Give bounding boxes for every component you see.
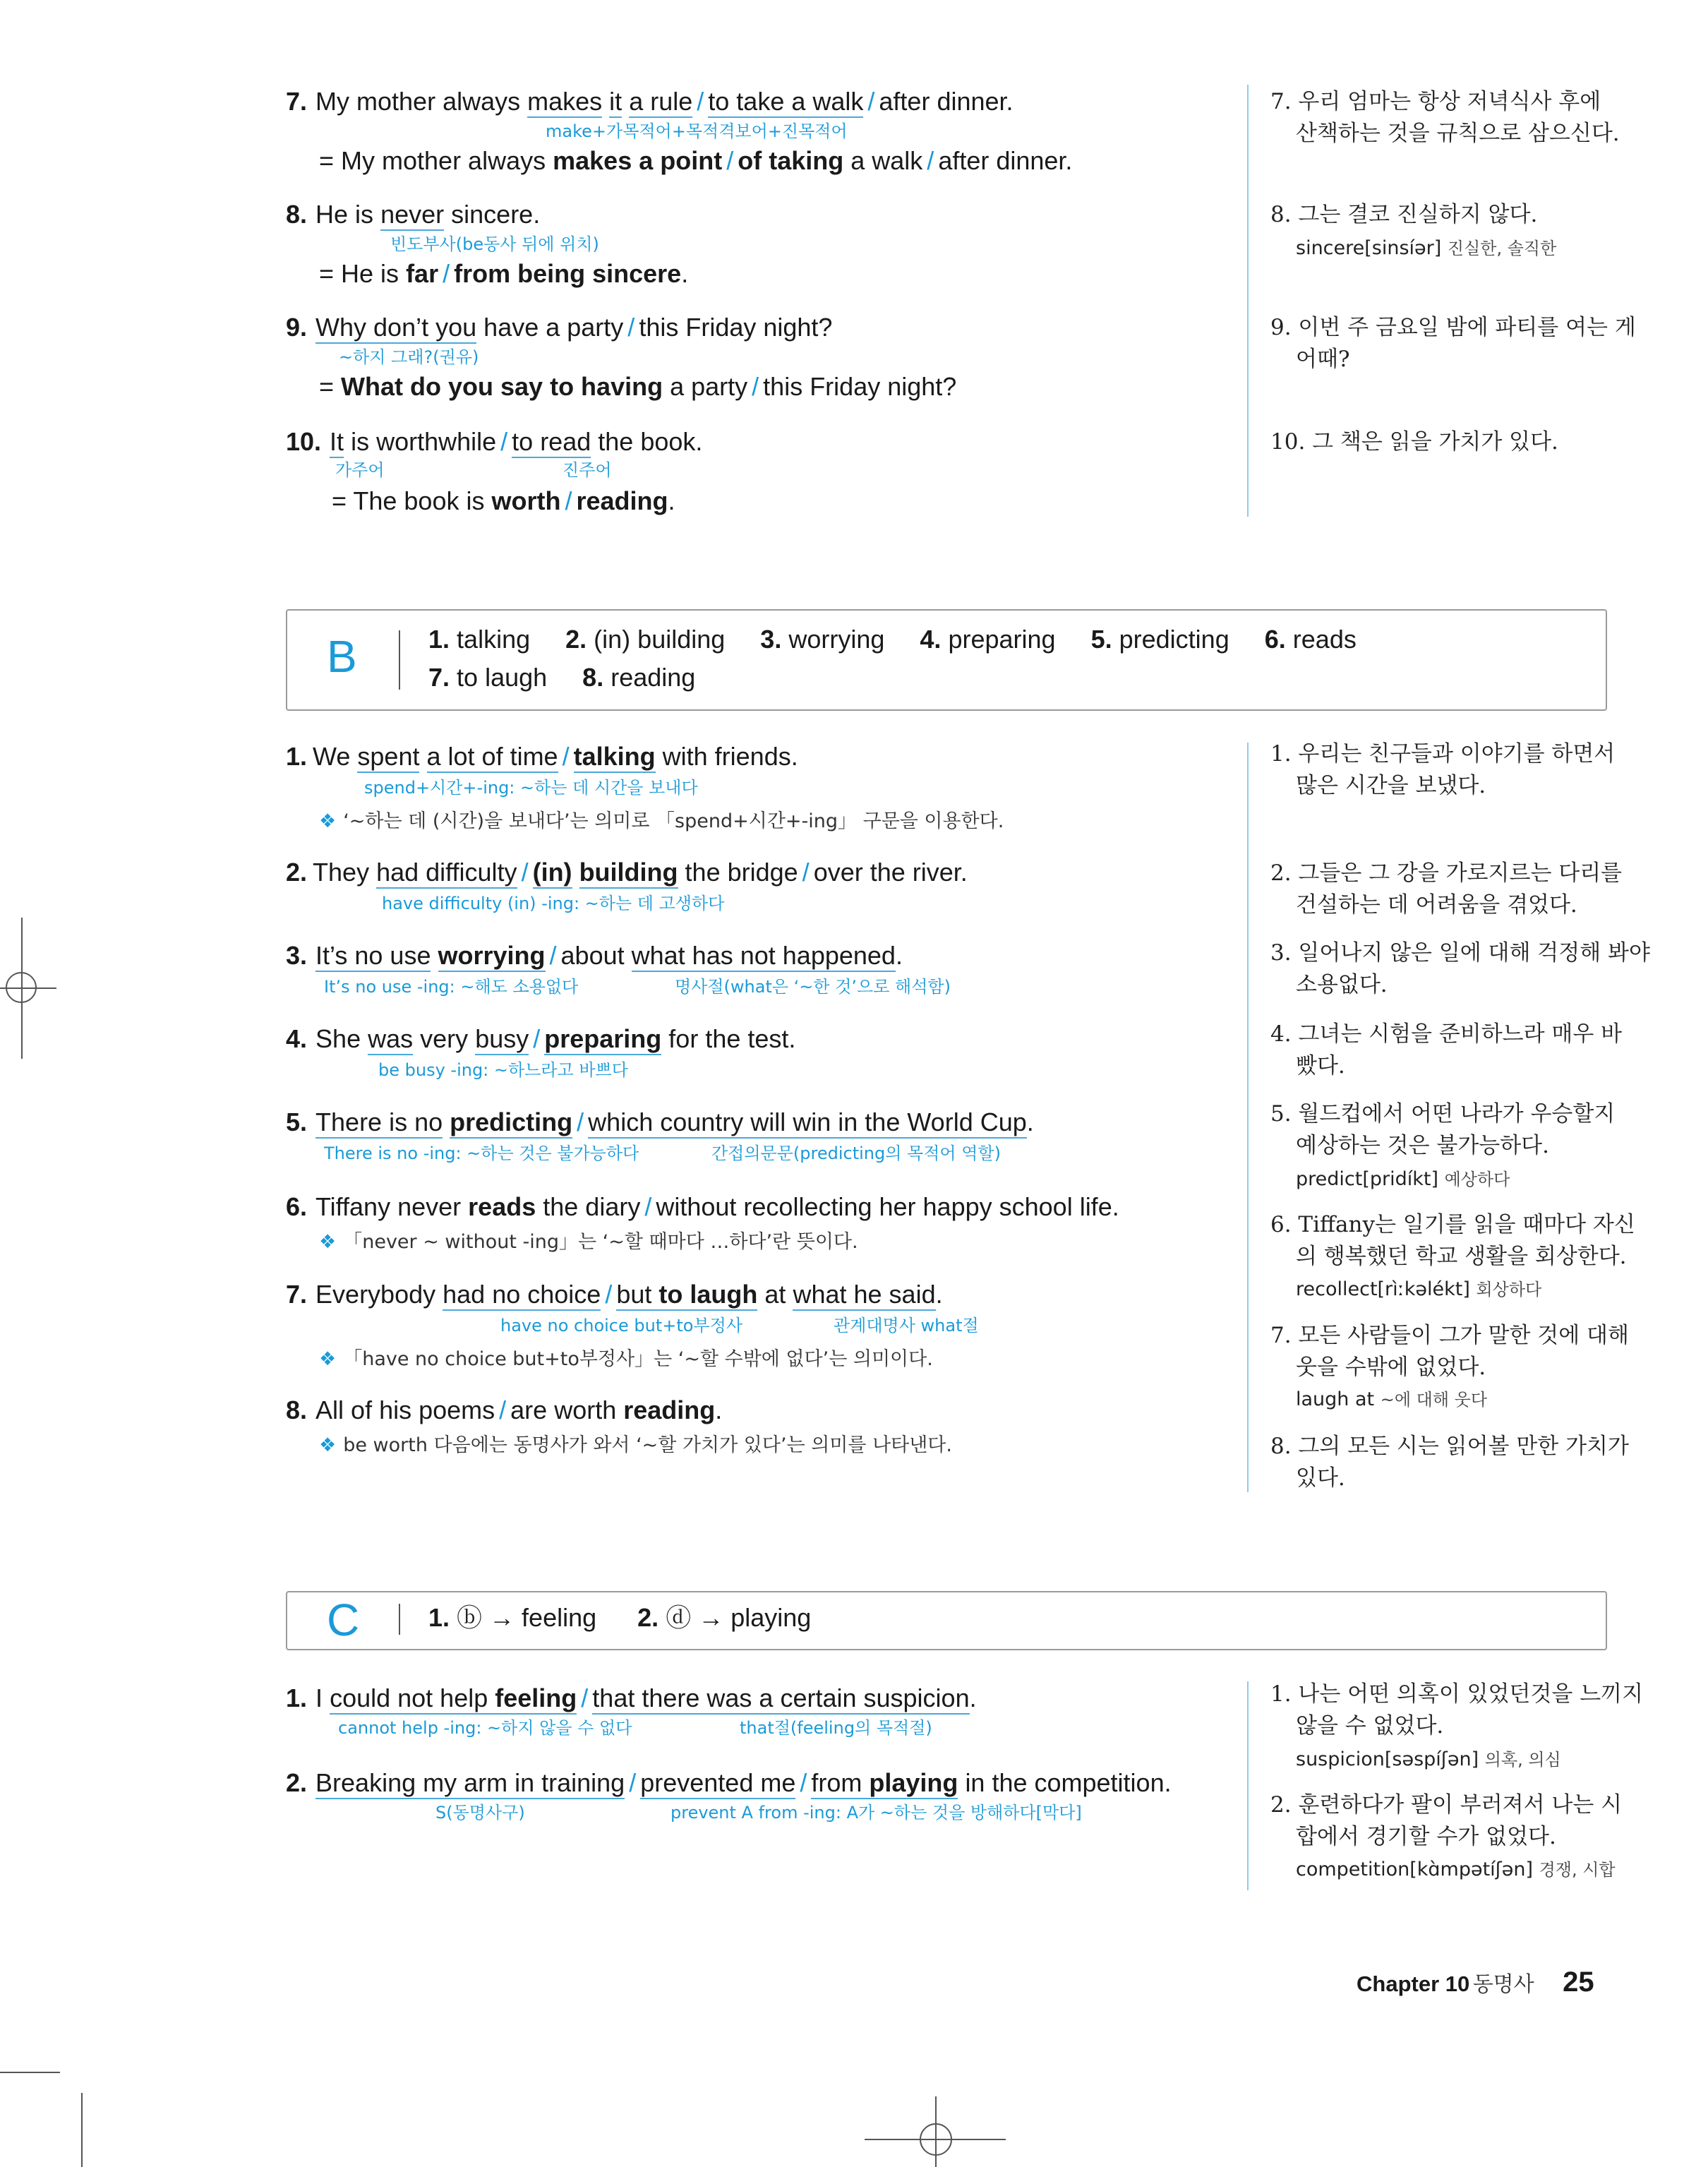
- note-b3-2: 명사절(what은 ‘~한 것’으로 해석함): [675, 977, 951, 997]
- translation-b6: 6. Tiffany는 일기를 읽을 때마다 자신 의 행복했던 학교 생활을 회상한다.: [1270, 1212, 1635, 1269]
- note-a10-dummy-subject: 가주어: [335, 460, 385, 480]
- tip-b6: ❖ 「never ~ without -ing」는 ‘~할 때마다 …하다’란 뜻이다.: [319, 1231, 858, 1253]
- note-c2-1: S(동명사구): [435, 1803, 525, 1823]
- translation-b1: 1. 우리는 친구들과 이야기를 하면서 많은 시간을 보냈다.: [1270, 741, 1616, 798]
- tip-b7: ❖ 「have no choice but+to부정사」는 ‘~할 수밖에 없다’는 의미이다.: [319, 1348, 933, 1370]
- vocab-b7: laugh at ~에 대해 웃다: [1296, 1388, 1488, 1410]
- note-b7-1: have no choice but+to부정사: [500, 1316, 742, 1335]
- note-c2-2: prevent A from -ing: A가 ~하는 것을 방해하다[막다]: [670, 1803, 1082, 1823]
- note-b7-2: 관계대명사 what절: [834, 1316, 979, 1335]
- answer-b4: 4. preparing: [920, 625, 1056, 654]
- sentence-c2: 2. Breaking my arm in training / prevented me / from playing in the competition.: [286, 1767, 1172, 1799]
- crop-mark-bottom-left-horizontal: [0, 2072, 60, 2073]
- sentence-a9: 9. Why don’t you have a party / this Friday night?: [286, 312, 832, 343]
- box-c-row1: [428, 1602, 811, 1633]
- note-a8: 빈도부사(be동사 뒤에 위치): [390, 234, 599, 254]
- translation-a7: 7. 우리 엄마는 항상 저녁식사 후에 산책하는 것을 규칙으로 삼으신다.: [1270, 89, 1620, 146]
- sentence-b8: 8. All of his poems / are worth reading.: [286, 1395, 723, 1424]
- sentence-c1: 1. I could not help feeling / that there was a certain suspicion.: [286, 1683, 977, 1714]
- sentence-b4: 4. She was very busy / preparing for the test.: [286, 1024, 795, 1055]
- paraphrase-a9: = What do you say to having a party / this Friday night?: [319, 372, 957, 401]
- box-b-separator: [399, 630, 400, 690]
- note-b5-2: 간접의문문(predicting의 목적어 역할): [711, 1143, 1001, 1163]
- crop-mark-bottom-left-vertical: [81, 2093, 83, 2167]
- answer-c1: 1. ⓑ → feeling: [428, 1603, 597, 1632]
- box-c-letter: C: [327, 1595, 360, 1645]
- sentence-a10: 10. It is worthwhile / to read the book.: [286, 426, 702, 457]
- column-divider-a: [1247, 85, 1249, 517]
- translation-b4: 4. 그녀는 시험을 준비하느라 매우 바 빴다.: [1270, 1021, 1623, 1079]
- box-b-row1: [428, 624, 1357, 655]
- paraphrase-a7: = My mother always makes a point / of taking a walk / after dinner.: [319, 146, 1073, 175]
- tip-b1: ❖ ‘~하는 데 (시간)을 보내다’는 의미로 「spend+시간+-ing」 구문을 이용한다.: [319, 810, 1004, 832]
- note-a7: make+가목적어+목적격보어+진목적어: [546, 121, 848, 141]
- answer-b7: 7. to laugh: [428, 663, 548, 692]
- sentence-a7: 7. My mother always makes it a rule / to take a walk / after dinner.: [286, 86, 1014, 117]
- sentence-b1: 1. We spent a lot of time / talking with friends.: [286, 741, 798, 772]
- chapter-title: 동명사: [1472, 1972, 1534, 1997]
- column-divider-c: [1247, 1681, 1249, 1890]
- diamond-bullet-icon: ❖: [319, 810, 337, 832]
- translation-c2: 2. 훈련하다가 팔이 부러져서 나는 시 합에서 경기할 수가 없었다.: [1270, 1792, 1623, 1849]
- answer-b6: 6. reads: [1264, 625, 1357, 654]
- diamond-bullet-icon: ❖: [319, 1434, 337, 1456]
- answer-b8: 8. reading: [582, 663, 696, 692]
- translation-c1: 1. 나는 어떤 의혹이 있었던것을 느끼지 않을 수 없었다.: [1270, 1681, 1644, 1739]
- column-divider-b: [1247, 743, 1249, 1492]
- box-c-separator: [399, 1604, 400, 1635]
- paraphrase-a8: = He is far / from being sincere.: [319, 259, 689, 288]
- translation-b3: 3. 일어나지 않은 일에 대해 걱정해 봐야 소용없다.: [1270, 940, 1650, 997]
- translation-b7: 7. 모든 사람들이 그가 말한 것에 대해 웃을 수밖에 없었다.: [1270, 1323, 1629, 1380]
- answer-b3: 3. worrying: [760, 625, 885, 654]
- vocab-a8: sincere[sinsíər] 진실한, 솔직한: [1296, 237, 1557, 259]
- translation-a9: 9. 이번 주 금요일 밤에 파티를 여는 게 어때?: [1270, 315, 1636, 372]
- sentence-b2: 2. They had difficulty / (in) building the bridge / over the river.: [286, 857, 968, 888]
- crop-mark-left-circle: [6, 972, 37, 1003]
- tip-b8: ❖ be worth 다음에는 동명사가 와서 ‘~할 가치가 있다’는 의미를 나타낸다.: [319, 1434, 952, 1456]
- note-b2: have difficulty (in) -ing: ~하는 데 고생하다: [382, 894, 725, 913]
- note-c1-2: that절(feeling의 목적절): [740, 1718, 932, 1738]
- vocab-b5: predict[pridíkt] 예상하다: [1296, 1168, 1510, 1190]
- answer-b1: 1. talking: [428, 625, 531, 654]
- translation-b5: 5. 월드컵에서 어떤 나라가 우승할지 예상하는 것은 불가능하다.: [1270, 1101, 1616, 1158]
- note-b5-1: There is no -ing: ~하는 것은 불가능하다: [324, 1143, 639, 1163]
- vocab-b6: recollect[rìːkəlékt] 회상하다: [1296, 1278, 1542, 1300]
- translation-b2: 2. 그들은 그 강을 가로지르는 다리를 건설하는 데 어려움을 겪었다.: [1270, 860, 1623, 918]
- page-number: 25: [1563, 1967, 1594, 1998]
- sentence-b5: 5. There is no predicting / which country will win in the World Cup.: [286, 1107, 1034, 1138]
- note-b3-1: It’s no use -ing: ~해도 소용없다: [324, 977, 579, 997]
- answer-b2: 2. (in) building: [565, 625, 726, 654]
- sentence-b7: 7. Everybody had no choice / but to laugh at what he said.: [286, 1279, 943, 1310]
- box-b-row2: [428, 662, 695, 693]
- diamond-bullet-icon: ❖: [319, 1231, 337, 1253]
- box-b-letter: B: [327, 631, 357, 682]
- note-a10-real-subject: 진주어: [563, 460, 612, 480]
- note-c1-1: cannot help -ing: ~하지 않을 수 없다: [338, 1718, 632, 1738]
- vocab-c1: suspicion[səspíʃən] 의혹, 의심: [1296, 1748, 1561, 1770]
- paraphrase-a10: = The book is worth / reading.: [332, 486, 675, 515]
- crop-mark-bottom-circle: [920, 2123, 952, 2156]
- diamond-bullet-icon: ❖: [319, 1348, 337, 1370]
- chapter-label: Chapter 10: [1357, 1971, 1470, 1996]
- sentence-b3: 3. It’s no use worrying / about what has not happened.: [286, 940, 903, 971]
- note-a9: ~하지 그래?(권유): [339, 347, 479, 367]
- answer-b5: 5. predicting: [1090, 625, 1229, 654]
- translation-b8: 8. 그의 모든 시는 읽어볼 만한 가치가 있다.: [1270, 1434, 1629, 1491]
- sentence-b6: 6. Tiffany never reads the diary / without recollecting her happy school life.: [286, 1192, 1119, 1221]
- answer-c2: 2. ⓓ → playing: [637, 1603, 812, 1632]
- note-b4: be busy -ing: ~하느라고 바쁘다: [378, 1060, 628, 1080]
- page-footer: [1357, 1967, 1594, 1998]
- vocab-c2: competition[kɑ̀mpətíʃən] 경쟁, 시합: [1296, 1859, 1616, 1880]
- translation-a8: 8. 그는 결코 진실하지 않다.: [1270, 202, 1538, 227]
- translation-a10: 10. 그 책은 읽을 가치가 있다.: [1270, 429, 1558, 455]
- sentence-a8: 8. He is never sincere.: [286, 199, 540, 230]
- note-b1: spend+시간+-ing: ~하는 데 시간을 보내다: [364, 778, 698, 798]
